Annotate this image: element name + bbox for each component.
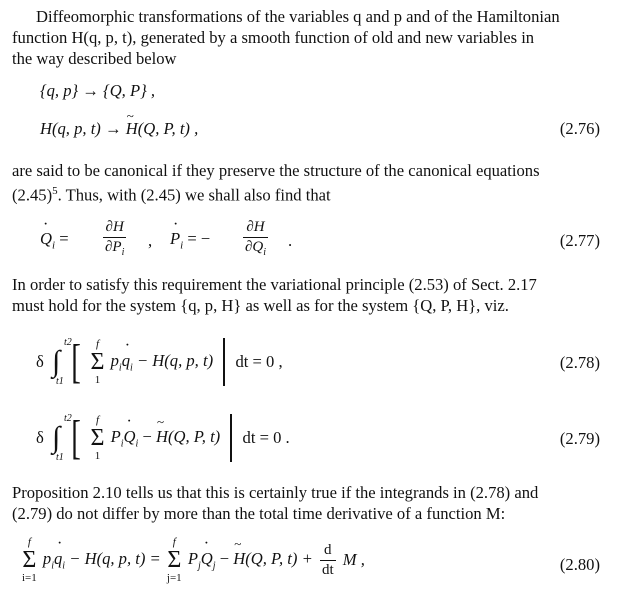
equation-number: (2.76) xyxy=(559,119,600,138)
text-line: the way described below xyxy=(12,49,177,68)
h-tilde: H ~ xyxy=(233,549,245,569)
minus: − xyxy=(142,426,152,446)
equation-2-76 xyxy=(0,118,620,148)
sum-upper: f xyxy=(95,338,100,350)
sum-icon: f Σ 1 xyxy=(90,338,105,386)
function-m: M , xyxy=(342,550,365,569)
subscript-i: i xyxy=(180,239,184,252)
lhs-rest: − H(q, p, t) = xyxy=(69,548,161,568)
P-term: P xyxy=(187,548,198,568)
sum-lower: 1 xyxy=(94,450,101,462)
lower-limit: t1 xyxy=(55,452,64,463)
dt-term: dt = 0 . xyxy=(242,428,290,447)
sum-lower: j=1 xyxy=(166,572,182,584)
sum-upper: f xyxy=(172,536,176,548)
equation-2-79: δ ∫ t2 t1 [ f Σ 1 $P_iQ \cdot_i - H$ ~(Q, P, t) dt = 0 . (2.79) xyxy=(0,408,620,470)
equals-minus: = − xyxy=(187,229,211,248)
equation-number: (2.78) xyxy=(559,353,600,372)
rhs-args: (Q, P, t) + xyxy=(245,548,313,568)
equation-number: (2.80) xyxy=(559,555,600,574)
subscript-i: i xyxy=(121,247,125,258)
equation-number: (2.79) xyxy=(559,429,600,448)
numerator: ∂H xyxy=(105,219,124,235)
equals: = xyxy=(59,229,69,248)
eq-rhs: (Q, P, t) , xyxy=(137,119,199,138)
sum-upper: f xyxy=(27,536,31,548)
right-bracket-icon xyxy=(223,338,225,386)
text-line: (2.79) do not differ by more than the total time derivative of a function M: xyxy=(12,504,506,523)
h-tilde: H ~ xyxy=(156,427,168,447)
h-tilde: H ~ xyxy=(126,118,138,139)
delta: δ xyxy=(36,428,44,447)
text-line: are said to be canonical if they preserve the structure of the canonical equations xyxy=(12,161,540,180)
footnote-marker: 5 xyxy=(52,185,58,197)
q-dot: q · xyxy=(122,351,130,371)
dt-term: dt = 0 , xyxy=(235,352,283,371)
text-line: Diffeomorphic transformations of the variables q and p and of the Hamiltonian xyxy=(36,7,560,26)
delta: δ xyxy=(36,352,44,371)
integral-icon: ∫ t2 t1 xyxy=(51,337,72,387)
denominator: dt xyxy=(321,561,334,578)
p-term: p xyxy=(110,350,119,370)
text-rest: . Thus, with (2.45) we shall also find that xyxy=(57,185,331,205)
equation-variable-map: {q, p} → {Q, P} , xyxy=(40,81,156,100)
subscript-i: i xyxy=(51,239,56,252)
hamiltonian-args: (Q, P, t) xyxy=(167,426,221,446)
equation-2-80: f Σ i=1 $p_iq \cdot_i - H(q$, p, t) = f Σ j=1 $P_jQ \cdot_j - H$ ~(Q, P, t) + $\frac{d}{dt}$ M , (2.80) xyxy=(0,534,620,596)
numerator: ∂H xyxy=(246,219,265,235)
period: . xyxy=(288,231,293,250)
q-dot: q · xyxy=(54,549,62,569)
text-line: Proposition 2.10 tells us that this is certainly true if the integrands in (2.78) and xyxy=(12,483,539,502)
sum-icon: f Σ j=1 xyxy=(166,536,182,584)
minus: − xyxy=(219,548,230,568)
upper-limit: t2 xyxy=(63,337,72,348)
fraction-dh-dp xyxy=(103,218,126,262)
eq-lhs: H(q, p, t) → xyxy=(40,119,122,138)
fraction-d-dt xyxy=(320,541,336,580)
sum-icon: f Σ i=1 xyxy=(22,536,37,584)
subscript-i: i xyxy=(263,247,267,258)
p-term: p xyxy=(42,548,52,568)
denominator: ∂Q xyxy=(245,239,264,255)
sum-icon: f Σ 1 xyxy=(90,414,105,462)
sum-upper: f xyxy=(95,414,100,426)
sum-lower: i=1 xyxy=(22,572,37,584)
equation-2-77 xyxy=(0,218,620,264)
equation-number: (2.77) xyxy=(559,231,600,250)
right-bracket-icon xyxy=(230,414,232,462)
integral-icon: ∫ t2 t1 xyxy=(51,413,72,463)
text-line: function H(q, p, t), generated by a smooth function of old and new variables in xyxy=(12,28,535,47)
text-line xyxy=(12,181,331,206)
equation-2-78: δ ∫ t2 t1 [ f Σ 1 $p_iq \cdot_i - H(q$, p, t) dt = 0 , (2.78) xyxy=(0,332,620,394)
fraction-dh-dq xyxy=(243,218,268,262)
p-dot: P · xyxy=(170,228,180,249)
left-bracket-icon: [ xyxy=(71,335,82,388)
text-line: In order to satisfy this requirement the variational principle (2.53) of Sect. 2.17 xyxy=(12,275,537,294)
q-dot: Q · xyxy=(124,427,136,447)
comma: , xyxy=(148,231,153,250)
q-dot: Q · xyxy=(40,228,52,249)
hamiltonian-term: − H(q, p, t) xyxy=(136,350,214,370)
sum-lower: 1 xyxy=(94,374,101,386)
p-term: P xyxy=(110,426,121,446)
denominator: ∂P xyxy=(105,239,122,255)
numerator: d xyxy=(320,541,336,561)
upper-limit: t2 xyxy=(63,413,72,424)
text-line: must hold for the system {q, p, H} as well as for the system {Q, P, H}, viz. xyxy=(12,296,509,315)
Q-dot: Q · xyxy=(201,549,213,569)
ref-2-45: (2.45) xyxy=(12,185,53,205)
left-bracket-icon: [ xyxy=(71,411,82,464)
lower-limit: t1 xyxy=(55,376,64,387)
